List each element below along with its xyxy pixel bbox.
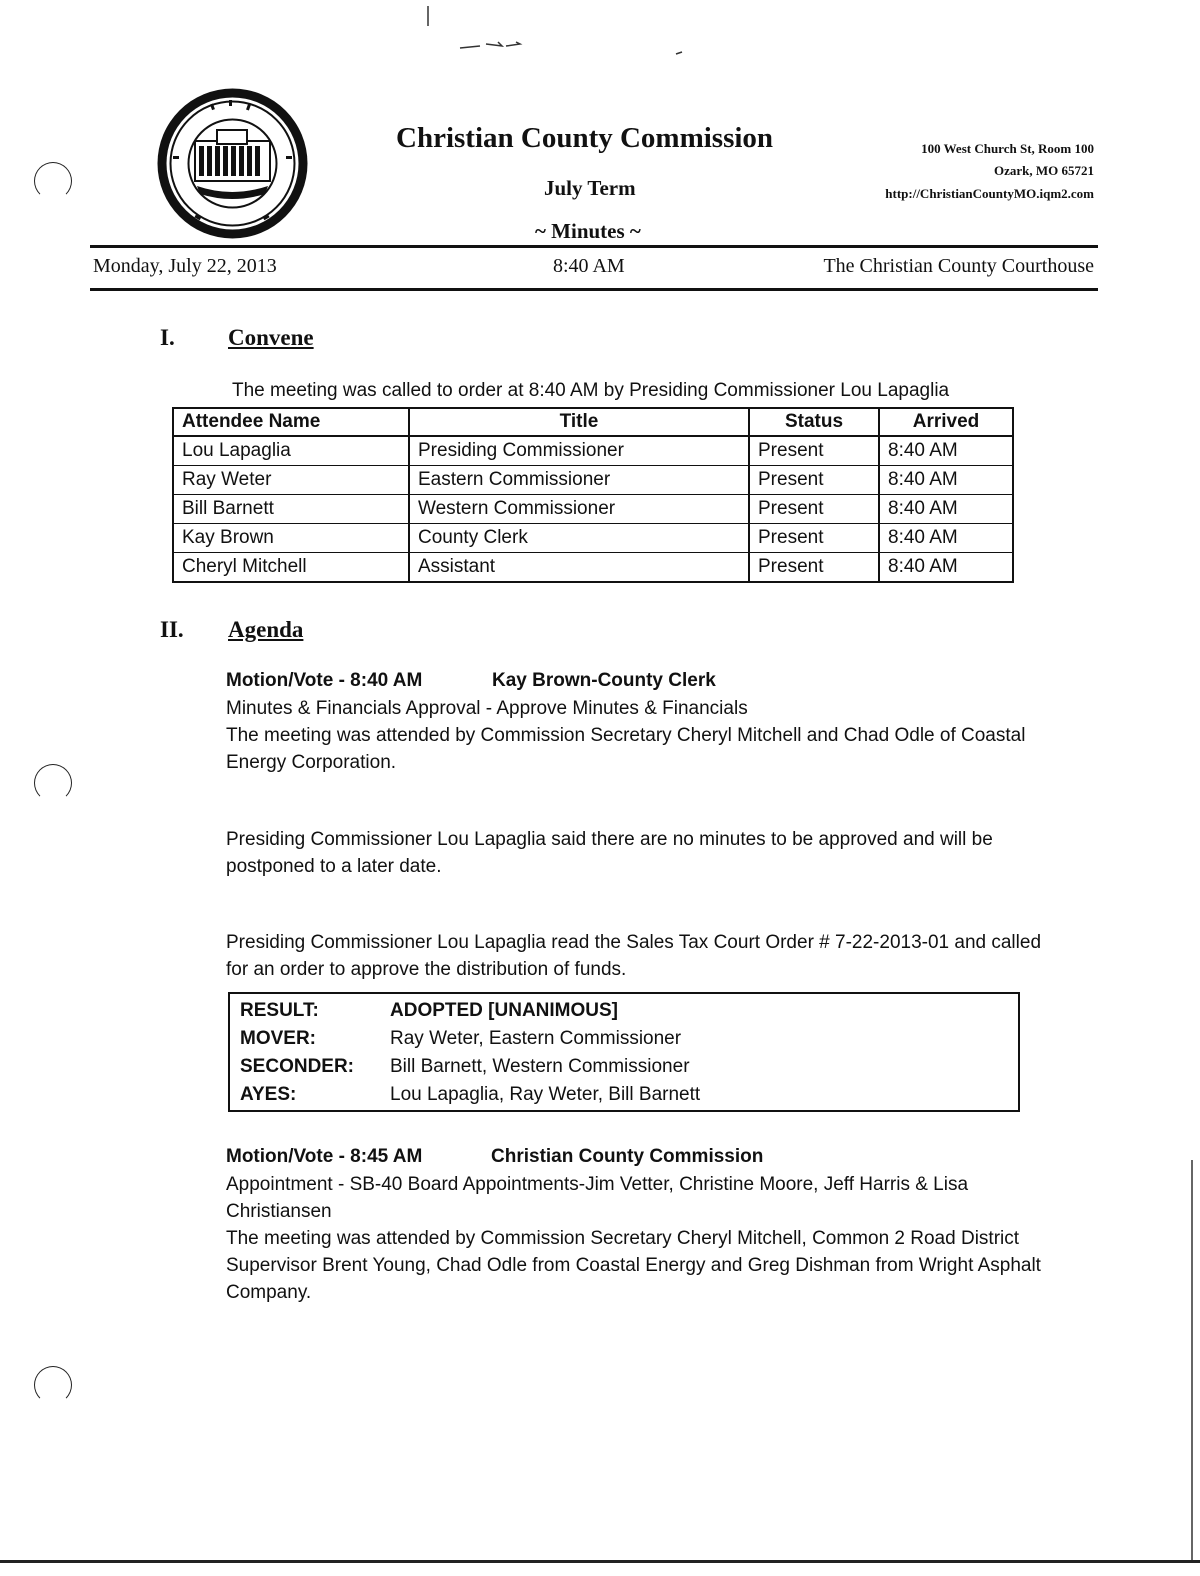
motion-2-subject: Appointment - SB-40 Board Appointments-Jim Vetter, Christine Moore, Jeff Harris & Lisa Christiansen — [226, 1174, 969, 1222]
table-row — [173, 524, 1013, 553]
attendee-arrived: 8:40 AM — [879, 495, 1013, 524]
meeting-date: Monday, July 22, 2013 — [93, 255, 277, 277]
attendee-table — [172, 407, 1014, 583]
motion-1-subject: Minutes & Financials Approval - Approve Minutes & Financials — [226, 698, 748, 719]
mover-row — [240, 1028, 681, 1050]
punch-hole-middle — [34, 764, 72, 802]
ayes-value: Lou Lapaglia, Ray Weter, Bill Barnett — [390, 1084, 701, 1105]
attendee-title: Eastern Commissioner — [409, 466, 749, 495]
section-number-convene: I. — [160, 325, 175, 350]
header-rule-bottom — [90, 288, 1098, 291]
attendee-name: Cheryl Mitchell — [173, 553, 409, 583]
website-link[interactable]: http://ChristianCountyMO.iqm2.com — [885, 186, 1094, 201]
attendee-title: Assistant — [409, 553, 749, 583]
seconder-label: SECONDER: — [240, 1056, 355, 1077]
scan-edge-right — [1191, 1160, 1193, 1560]
scan-edge-bottom — [0, 1560, 1200, 1563]
table-row — [173, 495, 1013, 524]
motion-2-presenter: Christian County Commission — [491, 1146, 764, 1167]
section-title-agenda: Agenda — [228, 617, 304, 642]
mover-value: Ray Weter, Eastern Commissioner — [390, 1028, 682, 1049]
column-header-status: Status — [749, 408, 879, 436]
motion-2-heading: Motion/Vote - 8:45 AM — [226, 1146, 423, 1167]
column-header-attendee-name: Attendee Name — [173, 408, 409, 436]
attendee-title: Presiding Commissioner — [409, 436, 749, 466]
attendee-arrived: 8:40 AM — [879, 524, 1013, 553]
county-seal-logo — [155, 86, 310, 241]
attendee-name: Bill Barnett — [173, 495, 409, 524]
meeting-location: The Christian County Courthouse — [823, 255, 1094, 277]
section-number-agenda: II. — [160, 617, 184, 642]
attendee-status: Present — [749, 495, 879, 524]
result-label: RESULT: — [240, 1000, 319, 1021]
seconder-value: Bill Barnett, Western Commissioner — [390, 1056, 690, 1077]
ayes-label: AYES: — [240, 1084, 297, 1105]
punch-hole-bottom — [34, 1366, 72, 1404]
attendee-status: Present — [749, 553, 879, 583]
mover-label: MOVER: — [240, 1028, 316, 1049]
minutes-label: ~ Minutes ~ — [535, 219, 641, 243]
table-row — [173, 553, 1013, 583]
attendee-title: Western Commissioner — [409, 495, 749, 524]
address-line-2: Ozark, MO 65721 — [993, 163, 1094, 178]
convene-intro: The meeting was called to order at 8:40 AM by Presiding Commissioner Lou Lapaglia — [232, 380, 950, 401]
attendee-table-header — [173, 408, 1013, 436]
motion-1-presenter: Kay Brown-County Clerk — [492, 670, 716, 691]
scan-marks — [420, 4, 700, 64]
header-rule-top — [90, 245, 1098, 248]
motion-2-attendance: The meeting was attended by Commission Secretary Cheryl Mitchell, Common 2 Road District Supervisor Brent Young, Chad Odle from Coastal Energy and Greg Dishman from Wright Asphalt Company. — [226, 1228, 1041, 1303]
attendee-title: County Clerk — [409, 524, 749, 553]
punch-hole-top — [34, 162, 72, 200]
commission-title: Christian County Commission — [396, 122, 774, 154]
attendee-arrived: 8:40 AM — [879, 436, 1013, 466]
attendee-status: Present — [749, 466, 879, 495]
address-line-1: 100 West Church St, Room 100 — [921, 141, 1094, 156]
motion-1-attendance: The meeting was attended by Commission Secretary Cheryl Mitchell and Chad Odle of Coastal Energy Corporation. — [226, 725, 1026, 773]
attendee-arrived: 8:40 AM — [879, 466, 1013, 495]
attendee-status: Present — [749, 436, 879, 466]
column-header-title: Title — [409, 408, 749, 436]
term-label: July Term — [544, 176, 636, 200]
motion-1-result-box — [228, 992, 1020, 1112]
attendee-arrived: 8:40 AM — [879, 553, 1013, 583]
result-row — [240, 1000, 618, 1022]
seconder-row — [240, 1056, 690, 1078]
motion-1-heading: Motion/Vote - 8:40 AM — [226, 670, 423, 691]
attendee-name: Lou Lapaglia — [173, 436, 409, 466]
column-header-arrived: Arrived — [879, 408, 1013, 436]
result-value: ADOPTED [UNANIMOUS] — [390, 1000, 618, 1021]
attendee-name: Ray Weter — [173, 466, 409, 495]
table-row — [173, 436, 1013, 466]
section-title-convene: Convene — [228, 325, 314, 350]
attendee-status: Present — [749, 524, 879, 553]
meeting-time: 8:40 AM — [553, 255, 625, 277]
attendee-name: Kay Brown — [173, 524, 409, 553]
motion-1-order: Presiding Commissioner Lou Lapaglia read the Sales Tax Court Order # 7-22-2013-01 and called for an order to approve the distribution of funds. — [226, 932, 1042, 980]
motion-1-note: Presiding Commissioner Lou Lapaglia said there are no minutes to be approved and will be postponed to a later date. — [226, 829, 993, 877]
ayes-row — [240, 1084, 700, 1106]
table-row — [173, 466, 1013, 495]
